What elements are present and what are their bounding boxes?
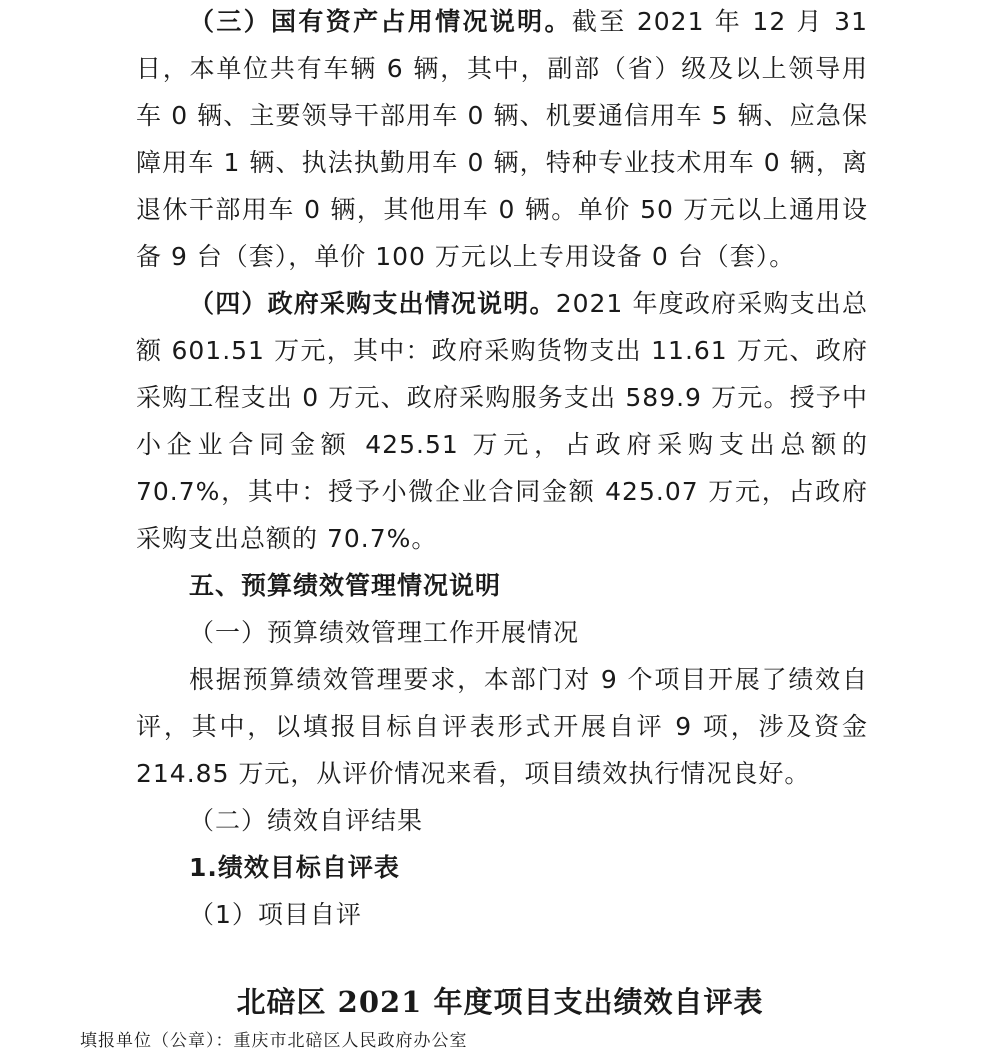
- procurement-paragraph: [136, 280, 868, 562]
- procurement-heading: （四）政府采购支出情况说明。: [189, 289, 556, 318]
- sub1-body: 根据预算绩效管理要求，本部门对 9 个项目开展了绩效自评，其中，以填报目标自评表形式开展自评 9 项，涉及资金 214.85 万元，从评价情况来看，项目绩效执行情况良好。: [136, 665, 868, 788]
- item1-heading: 1.绩效目标自评表: [189, 853, 400, 882]
- assets-body: 截至 2021 年 12 月 31 日，本单位共有车辆 6 辆，其中，副部（省）级及以上领导用车 0 辆、主要领导干部用车 0 辆、机要通信用车 5 辆、应急保障用车 1 辆、执法执勤用车 0 辆，特种专业技术用车 0 辆，离退休干部用车 0 辆，其他用车 0 辆。单价 50 万元以上通用设备 9 台（套），单价 100 万元以上专用设备 0 台（套）。: [136, 7, 868, 271]
- assets-heading: （三）国有资产占用情况说明。: [189, 7, 572, 36]
- sub2-heading: （二）绩效自评结果: [189, 806, 424, 835]
- table-title: 北碚区 2021 年度项目支出绩效自评表: [236, 985, 764, 1019]
- fill-unit-label: 填报单位（公章）：重庆市北碚区人民政府办公室: [80, 1031, 468, 1051]
- document-body: [136, 0, 868, 938]
- sub1-heading: （一）预算绩效管理工作开展情况: [189, 618, 580, 647]
- assets-paragraph: [136, 0, 868, 280]
- procurement-body: 2021 年度政府采购支出总额 601.51 万元，其中：政府采购货物支出 11.61 万元、政府采购工程支出 0 万元、政府采购服务支出 589.9 万元。授予中小企业合同金额 425.51 万元，占政府采购支出总额的 70.7%，其中：授予小微企业合同金额 425.07 万元，占政府采购支出总额的 70.7%。: [136, 289, 868, 553]
- section5-heading: 五、预算绩效管理情况说明: [189, 571, 502, 600]
- item1-sub-heading: （1）项目自评: [189, 900, 362, 929]
